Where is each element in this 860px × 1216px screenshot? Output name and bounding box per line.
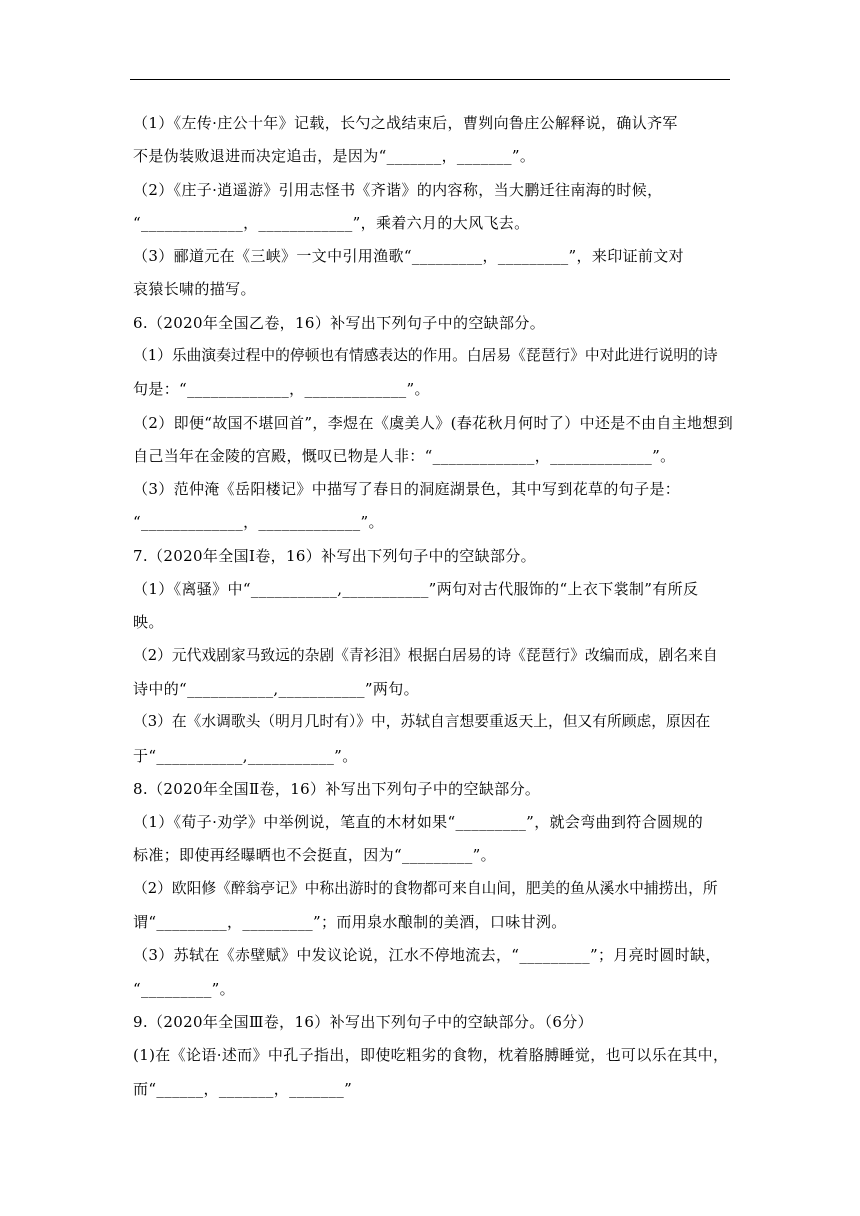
q9-heading: 9.（2020年全国Ⅲ卷，16）补写出下列句子中的空缺部分。（6分） (133, 1013, 593, 1031)
q5-2-line1: （2）《庄子·逍遥游》引用志怪书《齐谐》的内容称，当大鹏迁往南海的时候， (133, 181, 663, 199)
q8-3-line1: （3）苏轼在《赤壁赋》中发议论说，江水不停地流去，“_________”；月亮时圆时缺， (133, 946, 721, 964)
q9-1-line1: (1)在《论语·述而》中孔子指出，即使吃粗劣的食物，枕着胳膊睡觉，也可以乐在其中， (133, 1046, 729, 1064)
q6-3-line1: （3）范仲淹《岳阳楼记》中描写了春日的洞庭湖景色，其中写到花草的句子是： (133, 480, 681, 498)
q6-heading: 6.（2020年全国乙卷，16）补写出下列句子中的空缺部分。 (133, 314, 546, 332)
q5-1-line1: （1）《左传·庄公十年》记载，长勺之战结束后，曹刿向鲁庄公解释说，确认齐军 (133, 114, 678, 132)
q8-2-line1: （2）欧阳修《醉翁亭记》中称出游时的食物都可来自山间，肥美的鱼从溪水中捕捞出，所 (133, 880, 718, 897)
q9-1-line2: 而“______，_______，_______” (133, 1080, 353, 1098)
q7-1-line2: 映。 (133, 613, 164, 631)
q5-2-line2: “_____________，____________”，乘着六月的大风飞去。 (133, 214, 530, 232)
q8-1-line2: 标准；即使再经曝晒也不会挺直，因为“_________”。 (133, 846, 496, 864)
q5-1-line2: 不是伪装败退进而决定追击，是因为“_______，_______”。 (133, 147, 536, 165)
q8-heading: 8.（2020年全国Ⅱ卷，16）补写出下列句子中的空缺部分。 (133, 780, 541, 798)
q6-1-line2: 句是：“_____________，_____________”。 (133, 380, 430, 398)
q6-2-line1: （2）即便“故国不堪回首”，李煜在《虞美人》(春花秋月何时了）中还是不由自主地想到 (133, 414, 733, 432)
q6-3-line2: “_____________，_____________”。 (133, 513, 384, 531)
q7-3-line2: 于“___________,___________”。 (133, 747, 358, 765)
q5-3-line2: 哀猿长啸的描写。 (133, 280, 256, 298)
q6-2-line2: 自己当年在金陵的宫殿，慨叹已物是人非：“_____________，_____________”。 (133, 447, 676, 465)
q5-3-line1: （3）郦道元在《三峡》一文中引用渔歌“_________，_________”，来印证前文对 (133, 247, 684, 265)
header-rule (130, 79, 730, 80)
q6-1-line1: （1）乐曲演奏过程中的停顿也有情感表达的作用。白居易《琵琶行》中对此进行说明的诗 (133, 347, 718, 364)
q7-2-line1: （2）元代戏剧家马致远的杂剧《青衫泪》根据白居易的诗《琵琶行》改编而成，剧名来自 (133, 647, 718, 664)
q7-3-line1: （3）在《水调歌头（明月几时有）》中，苏轼自言想要重返天上，但又有所顾虑，原因在 (133, 713, 711, 730)
q7-1-line1: （1）《离骚》中“___________,___________”两句对古代服饰的“上衣下裳制”有所反 (133, 580, 699, 598)
q8-1-line1: （1）《荀子·劝学》中举例说，笔直的木材如果“_________”，就会弯曲到符合圆规的 (133, 813, 704, 831)
q8-3-line2: “_________”。 (133, 980, 236, 998)
q7-heading: 7.（2020年全国Ⅰ卷，16）补写出下列句子中的空缺部分。 (133, 547, 536, 565)
q8-2-line2: 谓“_________，_________”；而用泉水酿制的美酒，口味甘洌。 (133, 913, 567, 931)
q7-2-line2: 诗中的“___________,___________”两句。 (133, 680, 419, 698)
